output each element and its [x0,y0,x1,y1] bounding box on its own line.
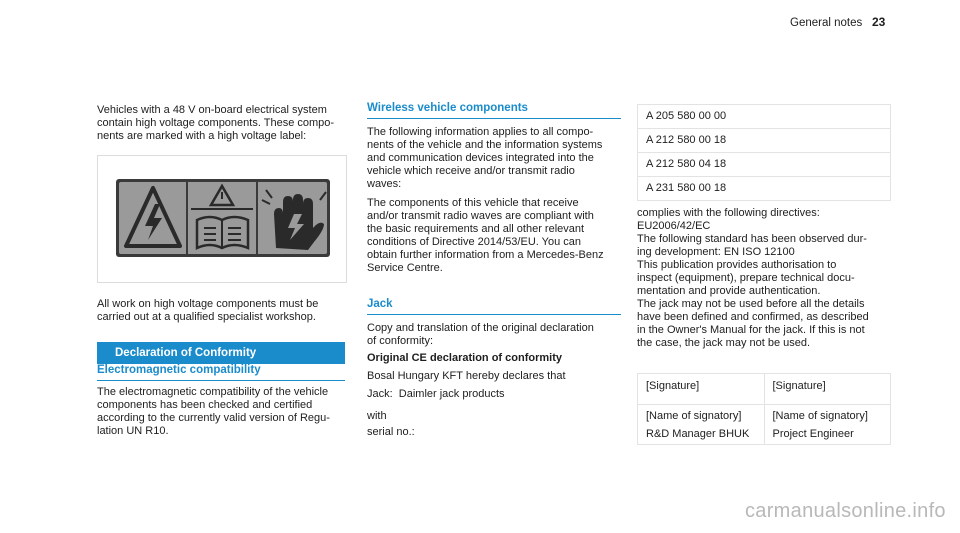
emc-heading: Electromagnetic compatibility [97,364,261,376]
wireless-paragraph-1: The following information applies to all compo- nents of the vehicle and the information systems and communication devices integrated into the vehicle which receive and/or transmit radio waves: [367,126,603,190]
wireless-heading-rule [367,118,621,119]
signature-table [637,373,891,445]
wireless-heading: Wireless vehicle components [367,102,528,114]
table-row: A 212 580 00 18 [638,129,891,153]
emc-paragraph: The electromagnetic compatibility of the vehicle components has been checked and certified according to the currently valid version of Regu- lation UN R10. [97,386,330,437]
table-row: A 212 580 04 18 [638,153,891,177]
jack-heading-rule [367,314,621,315]
table-row: [Signature] [Signature] [638,374,891,405]
jack-product: Jack: Daimler jack products [367,388,505,400]
complies-paragraph: complies with the following directives: EU2006/42/EC The following standard has been observed dur- ing development: EN ISO 12100 This publication provides authorisation to inspect (equipment), prepare technical docu- mentation and provide authentication. The jack may not be used before all the details have been defined and confirmed, as described in the Owner's Manual for the jack. If this is not the case, the jack may not be used. [637,207,869,349]
jack-intro: Copy and translation of the original declaration of conformity: [367,322,594,347]
work-note-paragraph: All work on high voltage components must be carried out at a qualified specialist workshop. [97,298,319,323]
watermark: carmanualsonline.info [745,500,946,522]
high-voltage-label-figure [97,155,347,283]
table-row: [Name of signatory] R&D Manager BHUK [Name of signatory] Project Engineer [638,405,891,445]
intro-paragraph: Vehicles with a 48 V on-board electrical system contain high voltage components. These compo- nents are marked with a high voltage label: [97,104,335,142]
jack-serial: serial no.: [367,426,415,438]
table-row: A 231 580 00 18 [638,177,891,201]
jack-heading: Jack [367,298,393,310]
wireless-paragraph-2: The components of this vehicle that receive and/or transmit radio waves are compliant with the basic requirements and all other relevant conditions of Directive 2014/53/EU. You can obtain further information from a Mercedes-Benz Service Centre. [367,197,604,274]
jack-declaration-title: Original CE declaration of conformity [367,352,562,364]
table-row: A 205 580 00 00 [638,105,891,129]
high-voltage-label [98,156,348,284]
jack-declares: Bosal Hungary KFT hereby declares that [367,370,566,382]
part-number-table [637,104,891,201]
jack-with: with [367,410,387,422]
emc-heading-rule [97,380,345,381]
declaration-heading-bar: Declaration of Conformity [97,342,345,364]
page-number: 23 [872,15,886,29]
running-header: General notes [790,17,863,29]
